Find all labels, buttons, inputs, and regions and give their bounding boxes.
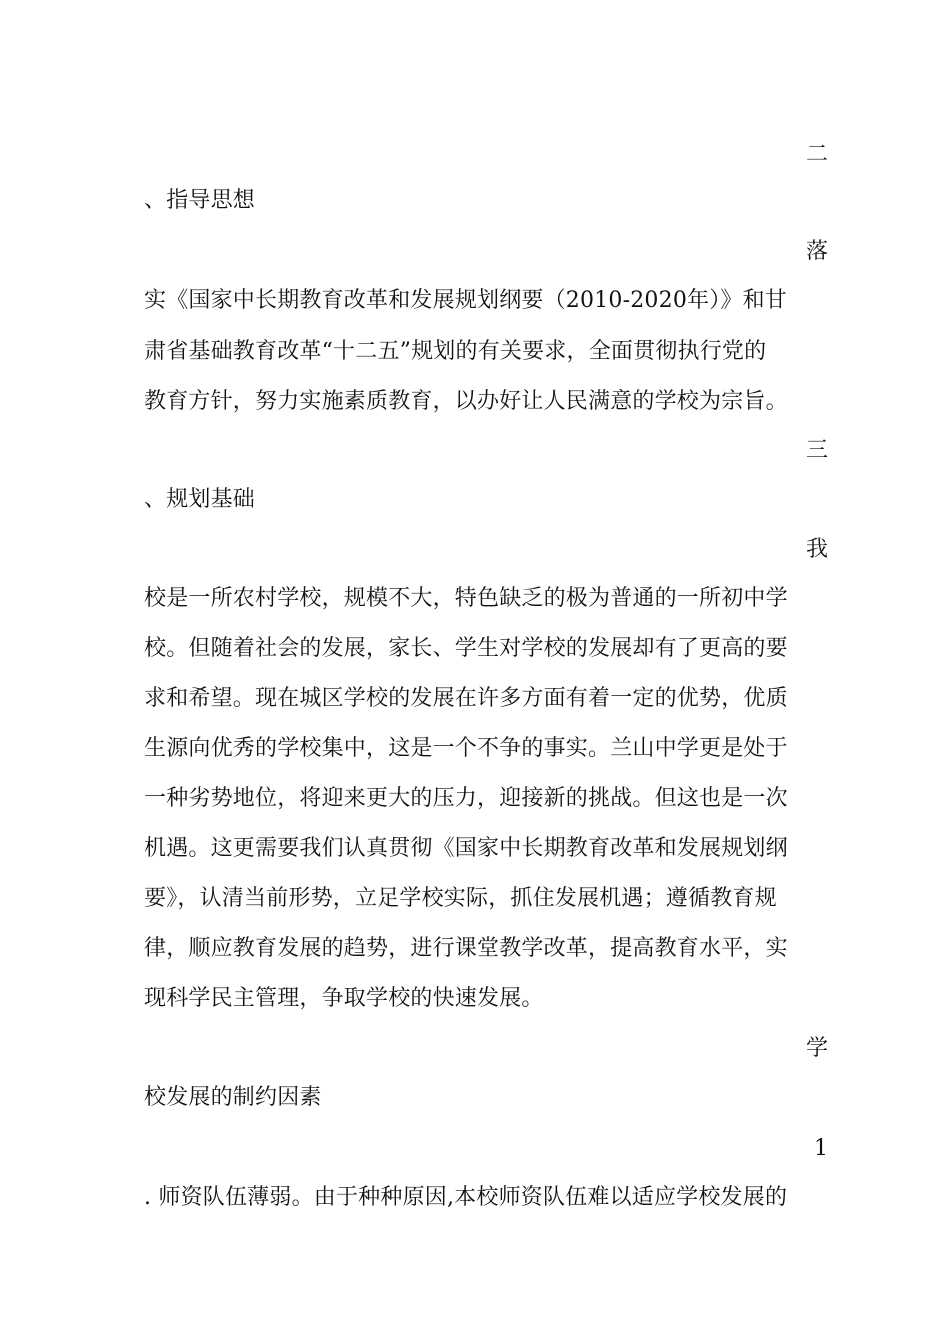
section-3-line-1: 校是一所农村学校，规模不大，特色缺乏的极为普通的一所初中学 [144,586,788,611]
constraints-item-number: 1 [814,1136,828,1161]
section-2-line-3: 教育方针，努力实施素质教育，以办好让人民满意的学校为宗旨。 [144,389,788,414]
section-3-line-8: 律，顺应教育发展的趋势，进行课堂教学改革，提高教育水平，实 [144,936,788,961]
section-3-line-5: 一种劣势地位，将迎来更大的压力，迎接新的挑战。但这也是一次 [144,786,788,811]
section-3-line-4: 生源向优秀的学校集中，这是一个不争的事实。兰山中学更是处于 [144,736,788,761]
section-3-lead-char: 我 [805,537,828,562]
section-3-line-2: 校。但随着社会的发展，家长、学生对学校的发展却有了更高的要 [144,636,788,661]
section-3-marker: 三 [805,438,828,463]
section-2-heading: 、指导思想 [144,188,256,213]
section-2-line-1: 实《国家中长期教育改革和发展规划纲要（2010-2020年）》和甘 [144,288,788,313]
section-2-line-2: 肃省基础教育改革“十二五”规划的有关要求，全面贯彻执行党的 [144,339,767,364]
constraints-marker: 学 [805,1036,828,1061]
constraints-item-line: . 师资队伍薄弱。由于种种原因,本校师资队伍难以适应学校发展的 [144,1185,788,1210]
section-2-marker: 二 [805,142,828,167]
section-3-line-7: 要》，认清当前形势，立足学校实际，抓住发展机遇；遵循教育规 [144,886,777,911]
section-3-line-9: 现科学民主管理，争取学校的快速发展。 [144,986,544,1011]
section-2-lead-char: 落 [805,239,828,264]
constraints-heading: 校发展的制约因素 [144,1085,322,1110]
section-3-line-3: 求和希望。现在城区学校的发展在许多方面有着一定的优势，优质 [144,686,788,711]
section-3-heading: 、规划基础 [144,487,256,512]
section-3-line-6: 机遇。这更需要我们认真贯彻《国家中长期教育改革和发展规划纲 [144,836,788,861]
